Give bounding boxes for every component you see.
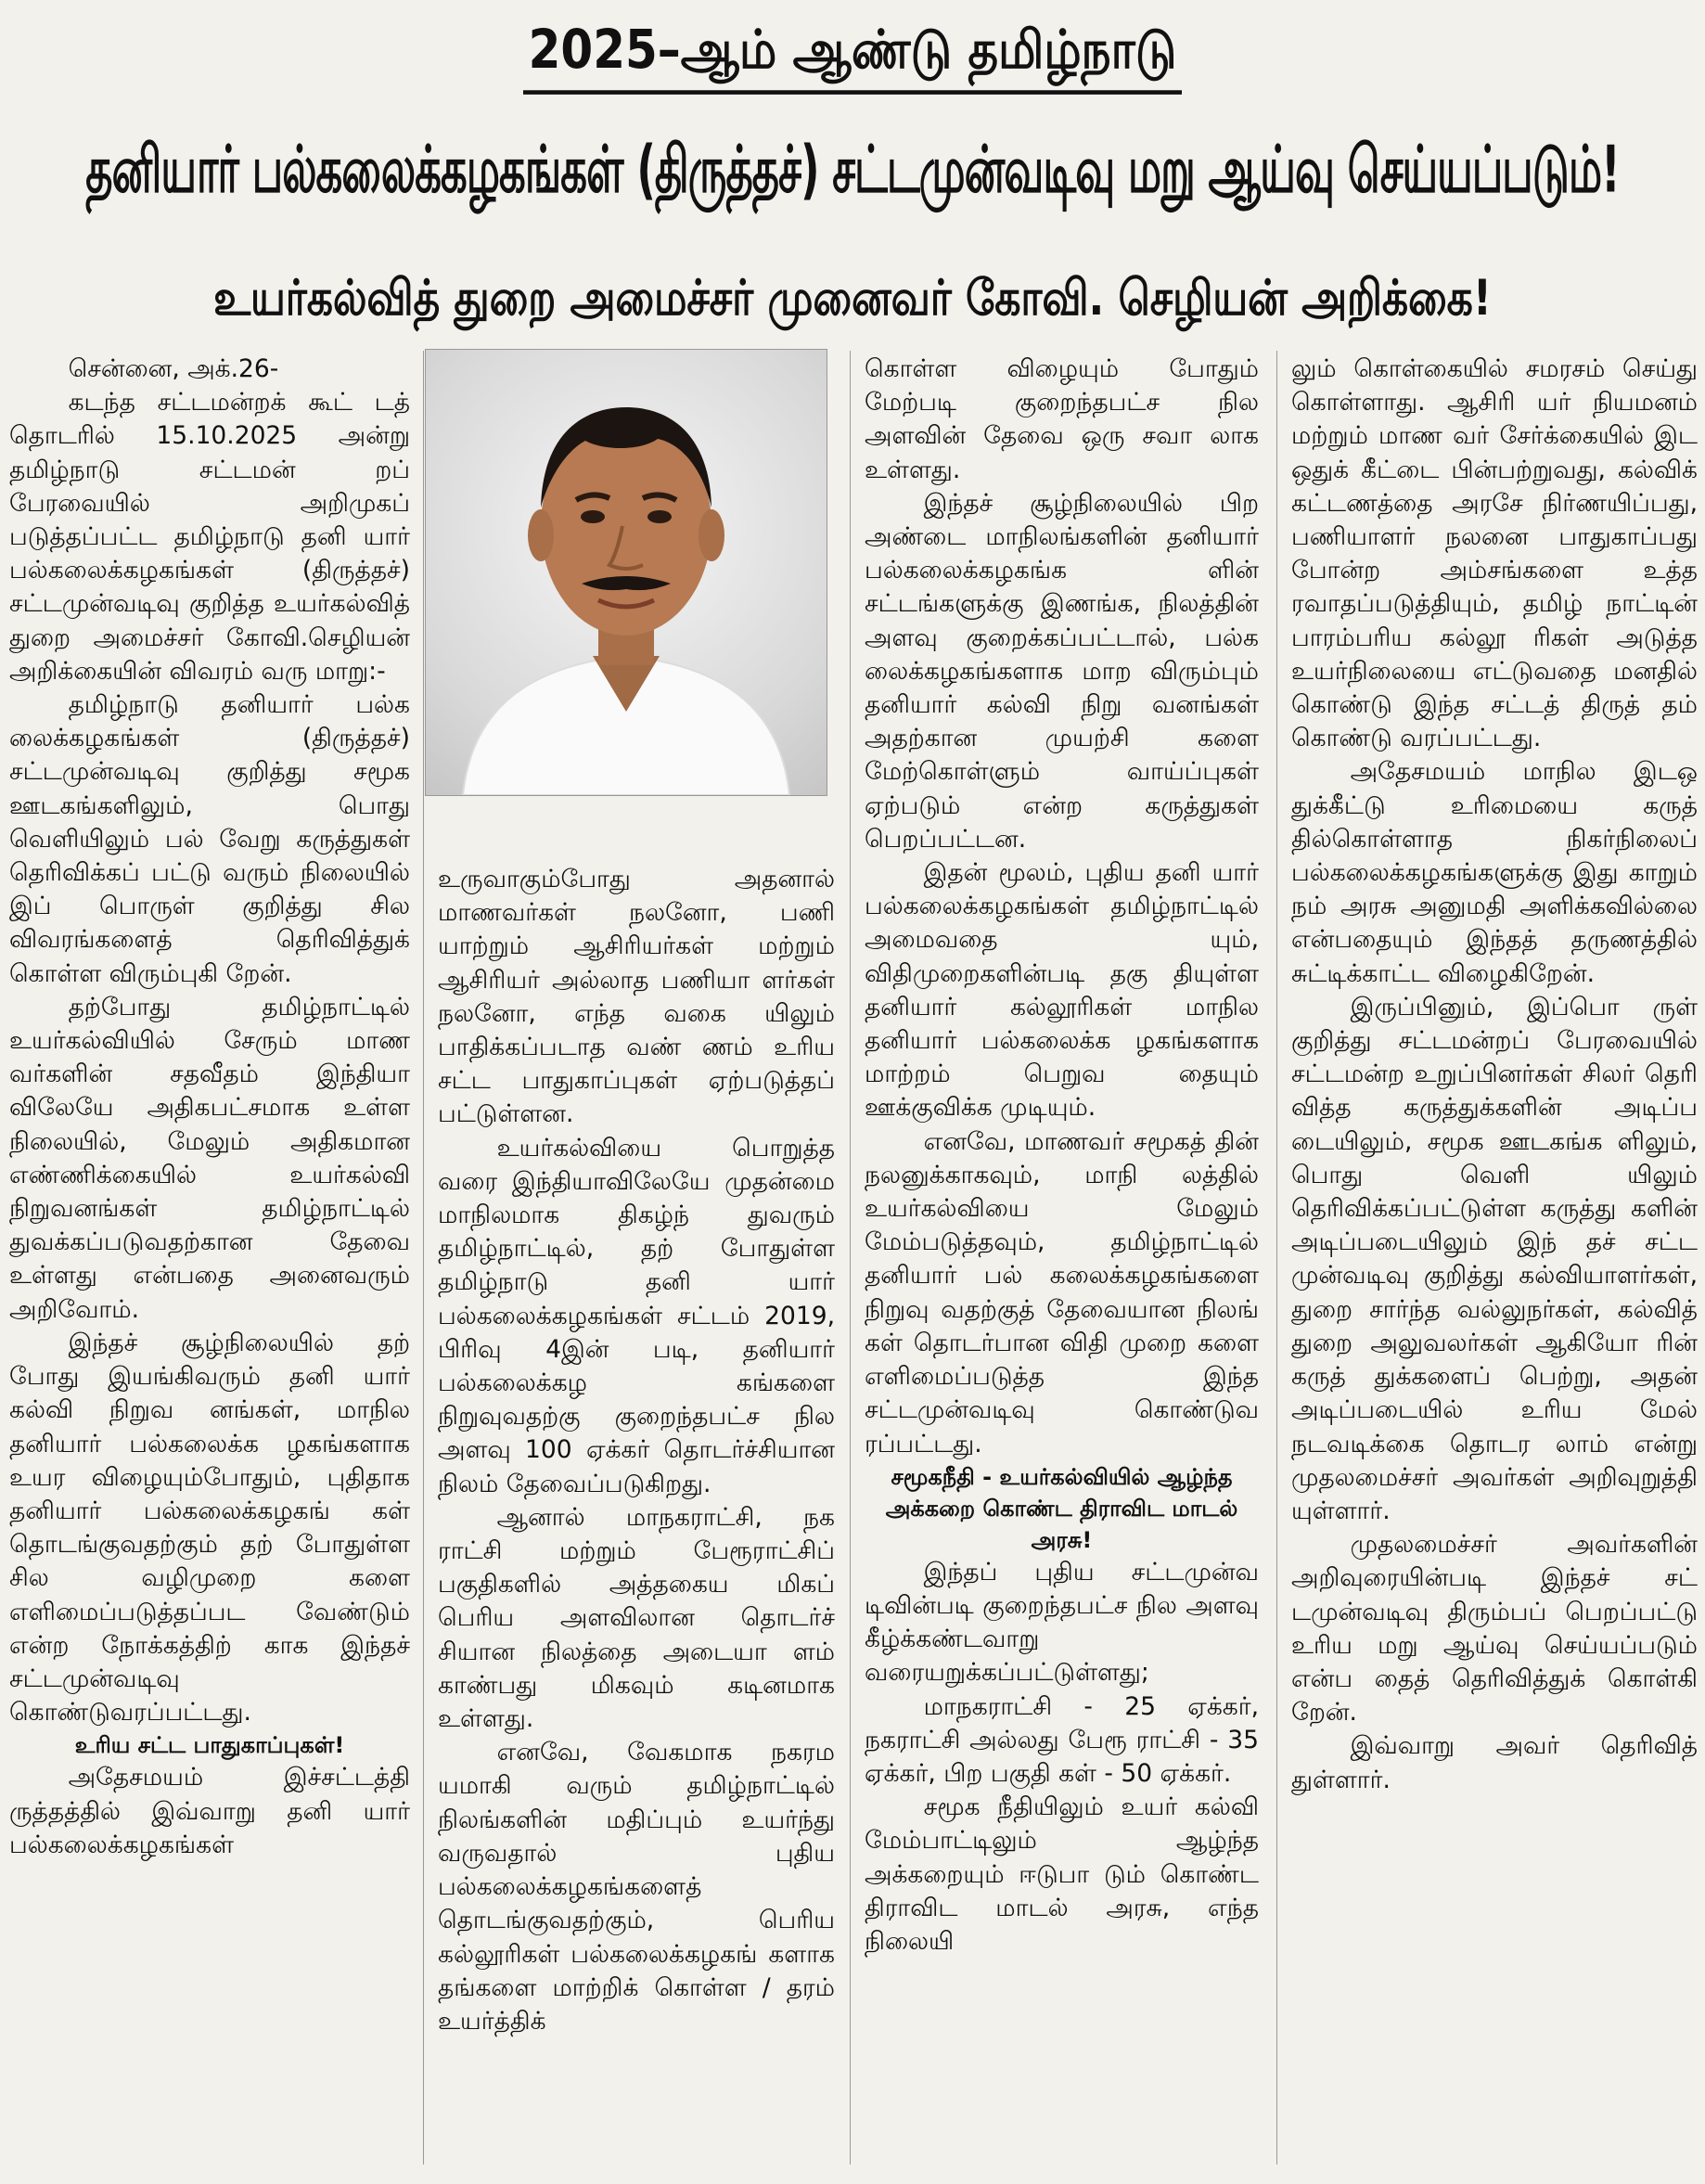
subheadline: உயர்கல்வித் துறை அமைச்சர் முனைவர் கோவி. செழியன் அறிக்கை! [213,269,1492,327]
article-column-3 [865,353,1259,2162]
headline: தனியார் பல்கலைக்கழகங்கள் (திருத்தச்) சட்டமுன்வடிவு மறு ஆய்வு செய்யப்படும்! [85,131,1620,208]
paragraph: அதேசமயம் இச்சட்டத்தி ருத்தத்தில் இவ்வாறு தனி யார் பல்கலைக்கழகங்கள் [9,1763,410,1859]
paragraph: இருப்பினும், இப்பொ ருள் குறித்து சட்டமன்றப் பேரவையில் சட்டமன்ற உறுப்பினர்கள் சிலர் தெரி வித்த கருத்துக்களின் அடிப்ப டையிலும், சமூக ஊடகங்க ளிலும், பொது வெளி யிலும் தெரிவிக்கப்பட்டுள்ள கருத்து களின் அடிப்படையிலும் இந் தச் சட்ட முன்வடிவு குறித்து கல்வியாளர்கள், துறை சார்ந்த வல்லுநர்கள், கல்வித் துறை அலுவலர்கள் ஆகியோ ரின் கருத் துக்களைப் பெற்று, அதன் அடிப்படையில் உரிய மேல் நடவடிக்கை தொடர லாம் என்று முதலமைச்சர் அவர்கள் அறிவுறுத்தி யுள்ளார். [1291,992,1698,1525]
paragraph: முதலமைச்சர் அவர்களின் அறிவுரையின்படி இந்தச் சட் டமுன்வடிவு திரும்பப் பெறப்பட்டு உரிய மறு ஆய்வு செய்யப்படும் என்ப தைத் தெரிவித்துக் கொள்கி றேன். [1291,1530,1698,1728]
kicker-text: 2025–ஆம் ஆண்டு தமிழ்நாடு [523,11,1183,95]
portrait-photo [425,349,827,796]
article-column-4 [1291,353,1698,2162]
paragraph: எனவே, வேகமாக நகரம யமாகி வரும் தமிழ்நாட்டில் நிலங்களின் மதிப்பும் உயர்ந்து வருவதால் புதிய பல்கலைக்கழகங்களைத் தொடங்குவதற்கும், பெரிய கல்லூரிகள் பல்கலைக்கழகங் களாக தங்களை மாற்றிக் கொள்ள / தரம் உயர்த்திக் [438,1738,835,2036]
column-rule [850,351,851,2165]
paragraph: இதன் மூலம், புதிய தனி யார் பல்கலைக்கழகங்கள் தமிழ்நாட்டில் அமைவதை யும், விதிமுறைகளின்படி தகு தியுள்ள தனியார் கல்லூரிகள் மாநில தனியார் பல்கலைக்க ழகங்களாக மாற்றம் பெறுவ தையும் ஊக்குவிக்க முடியும். [865,858,1259,1123]
paragraph: உருவாகும்போது அதனால் மாணவர்கள் நலனோ, பணி யாற்றும் ஆசிரியர்கள் மற்றும் ஆசிரியர் அல்லாத பணியா ளர்கள் நலனோ, எந்த வகை யிலும் பாதிக்கப்படாத வண் ணம் உரிய சட்ட பாதுகாப்புகள் ஏற்படுத்தப் பட்டுள்ளன. [438,865,835,1129]
paragraph: கொள்ள விழையும் போதும் மேற்படி குறைந்தபட்ச நில அளவின் தேவை ஒரு சவா லாக உள்ளது. [865,354,1259,484]
paragraph: உயர்கல்வியை பொறுத்த வரை இந்தியாவிலேயே முதன்மை மாநிலமாக திகழ்ந் துவரும் தமிழ்நாட்டில், தற் போதுள்ள தமிழ்நாடு தனி யார் பல்கலைக்கழகங்கள் சட்டம் 2019, பிரிவு 4இன் படி, தனியார் பல்கலைக்கழ கங்களை நிறுவுவதற்கு குறைந்தபட்ச நில அளவு 100 ஏக்கர் தொடர்ச்சியான நிலம் தேவைப்படுகிறது. [438,1133,835,1498]
paragraph: மாநகராட்சி - 25 ஏக்கர், நகராட்சி அல்லது பேரூ ராட்சி - 35 ஏக்கர், பிற பகுதி கள் - 50 ஏக்கர். [865,1691,1259,1788]
paragraph: இந்தப் புதிய சட்டமுன்வ டிவின்படி குறைந்தபட்ச நில அளவு கீழ்க்கண்டவாறு வரையறுக்கப்பட்டுள்ளது; [865,1557,1259,1688]
paragraph: தற்போது தமிழ்நாட்டில் உயர்கல்வியில் சேரும் மாண வர்களின் சதவீதம் இந்தியா விலேயே அதிகபட்சமாக உள்ள நிலையில், மேலும் அதிகமான எண்ணிக்கையில் உயர்கல்வி நிறுவனங்கள் தமிழ்நாட்டில் துவக்கப்படுவதற்கான தேவை உள்ளது என்பதை அனைவரும் அறிவோம். [9,992,410,1324]
paragraph: லும் கொள்கையில் சமரசம் செய்து கொள்ளாது. ஆசிரி யர் நியமனம் மற்றும் மாண வர் சேர்க்கையில் இட ஒதுக் கீட்டை பின்பற்றுவது, கல்விக் கட்டணத்தை அரசே நிர்ணயிப்பது, பணியாளர் நலனை பாதுகாப்பது போன்ற அம்சங்களை உத்த ரவாதப்படுத்தியும், தமிழ் நாட்டின் பாரம்பரிய கல்லூ ரிகள் அடுத்த உயர்நிலையை எட்டுவதை மனதில் கொண்டு இந்த சட்டத் திருத் தம் கொண்டு வரப்பட்டது. [1291,354,1698,753]
paragraph: இந்தச் சூழ்நிலையில் பிற அண்டை மாநிலங்களின் தனியார் பல்கலைக்கழகங்க ளின் சட்டங்களுக்கு இணங்க, நிலத்தின் அளவு குறைக்கப்பட்டால், பல்க லைக்கழகங்களாக மாற விரும்பும் தனியார் கல்வி நிறு வனங்கள் அதற்கான முயற்சி களை மேற்கொள்ளும் வாய்ப்புகள் ஏற்படும் என்ற கருத்துகள் பெறப்பட்டன. [865,488,1259,854]
article-column-1 [9,353,410,2162]
paragraph: கடந்த சட்டமன்றக் கூட் டத் தொடரில் 15.10.2025 அன்று தமிழ்நாடு சட்டமன் றப் பேரவையில் அறிமுகப் படுத்தப்பட்ட தமிழ்நாடு தனி யார் பல்கலைக்கழகங்கள் (திருத்தச்) சட்டமுன்வடிவு குறித்த உயர்கல்வித் துறை அமைச்சர் கோவி.செழியன் அறிக்கையின் விவரம் வரு மாறு:- [9,388,410,686]
paragraph: இவ்வாறு அவர் தெரிவித் துள்ளார். [1291,1731,1698,1794]
section-subheading: சமூகநீதி - உயர்கல்வியில் ஆழ்ந்த அக்கறை கொண்ட திராவிட மாடல் அரசு! [885,1463,1238,1553]
paragraph: இந்தச் சூழ்நிலையில் தற் போது இயங்கிவரும் தனி யார் கல்வி நிறுவ னங்கள், மாநில தனியார் பல்கலைக்க ழகங்களாக உயர விழையும்போதும், புதிதாக தனியார் பல்கலைக்கழகங் கள் தொடங்குவதற்கும் தற் போதுள்ள சில வழிமுறை களை எளிமைப்படுத்தப்பட வேண்டும் என்ற நோக்கத்திற் காக இந்தச் சட்டமுன்வடிவு கொண்டுவரப்பட்டது. [9,1328,410,1728]
column-rule [1276,351,1277,2165]
paragraph: சமூக நீதியிலும் உயர் கல்வி மேம்பாட்டிலும் ஆழ்ந்த அக்கறையும் ஈடுபா டும் கொண்ட திராவிட மாடல் அரசு, எந்த நிலையி [865,1792,1259,1956]
dateline: சென்னை, அக்.26- [68,354,279,383]
paragraph: ஆனால் மாநகராட்சி, நக ராட்சி மற்றும் பேரூராட்சிப் பகுதிகளில் அத்தகைய மிகப் பெரிய அளவிலான தொடர்ச் சியான நிலத்தை அடையா ளம் காண்பது மிகவும் கடினமாக உள்ளது. [438,1502,835,1734]
paragraph: தமிழ்நாடு தனியார் பல்க லைக்கழகங்கள் (திருத்தச்) சட்டமுன்வடிவு குறித்து சமூக ஊடகங்களிலும், பொது வெளியிலும் பல் வேறு கருத்துகள் தெரிவிக்கப் பட்டு வரும் நிலையில் இப் பொருள் குறித்து சில விவரங்களைத் தெரிவித்துக் கொள்ள விரும்புகி றேன். [9,690,410,988]
column-rule [423,351,424,2165]
paragraph: அதேசமயம் மாநில இடஒ துக்கீட்டு உரிமையை கருத் தில்கொள்ளாத நிகர்நிலைப் பல்கலைக்கழகங்களுக்கு இது காறும் நம் அரசு அனுமதி அளிக்கவில்லை என்பதையும் இந்தத் தருணத்தில் சுட்டிக்காட்ட விழைகிறேன். [1291,757,1698,988]
section-subheading: உரிய சட்ட பாதுகாப்புகள்! [74,1732,345,1759]
article-column-2 [438,863,835,2162]
paragraph: எனவே, மாணவர் சமூகத் தின் நலனுக்காகவும், மாநி லத்தில் உயர்கல்வியை மேலும் மேம்படுத்தவும், தமிழ்நாட்டில் தனியார் பல் கலைக்கழகங்களை நிறுவு வதற்குத் தேவையான நிலங் கள் தொடர்பான விதி முறை களை எளிமைப்படுத்த இந்த சட்டமுன்வடிவு கொண்டுவ ரப்பட்டது. [865,1126,1259,1458]
portrait-photo-icon [426,350,827,795]
